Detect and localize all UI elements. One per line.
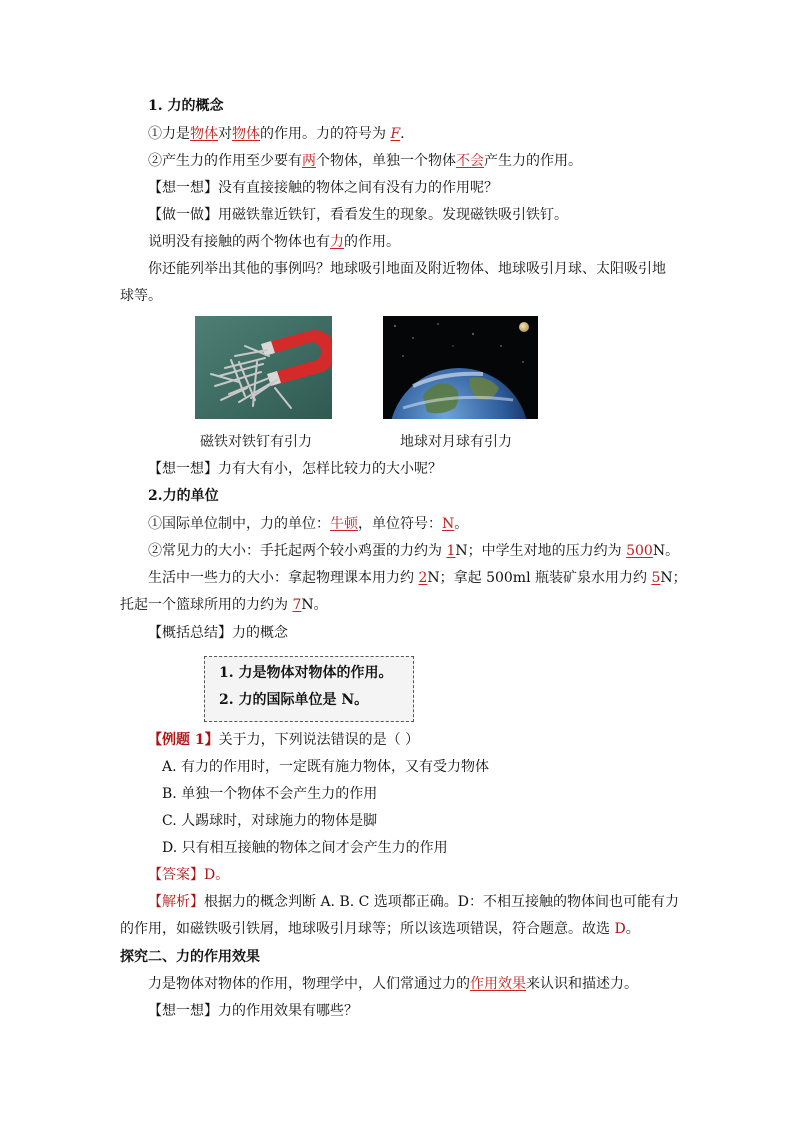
summary-box [204,656,414,722]
earth-moon-image [383,316,538,419]
concept-line-2: ②产生力的作用至少要有两个物体，单独一个物体不会产生力的作用。 [148,153,582,169]
summary-line: 【概括总结】力的概念 [148,625,288,641]
option-a: A. 有力的作用时，一定既有施力物体，又有受力物体 [162,759,490,775]
unit-line-4: 托起一个篮球所用的力约为 7N。 [120,597,328,613]
unit-line-3: 生活中一些力的大小：拿起物理课本用力约 2N；拿起 500ml 瓶装矿泉水用力约 5N； [148,570,687,586]
answer-line: 【答案】D。 [148,867,230,883]
caption-earth: 地球对月球有引力 [400,434,512,450]
magnet-nails-image [195,316,332,419]
examples-line-2: 球等。 [120,288,162,304]
summary-box-line-1: 1. 力是物体对物体的作用。 [219,665,393,681]
analysis-line-1: 【解析】根据力的概念判断 A. B. C 选项都正确。D：不相互接触的物体间也可能有力 [148,894,680,910]
example-question: 【例题 1】关于力，下列说法错误的是（ ） [148,732,420,748]
think-line-2: 【想一想】力有大有小，怎样比较力的大小呢？ [148,461,442,477]
unit-line-2: ②常见力的大小：手托起两个较小鸡蛋的力约为 1N；中学生对地的压力约为 500N。 [148,543,680,559]
think-line-3: 【想一想】力的作用效果有哪些？ [148,1003,358,1019]
summary-box-line-2: 2. 力的国际单位是 N。 [219,692,369,708]
section-heading-force-concept: 1. 力的概念 [148,98,224,114]
option-b: B. 单独一个物体不会产生力的作用 [162,786,378,802]
section-heading-force-unit: 2.力的单位 [148,488,219,504]
examples-line-1: 你还能列举出其他的事例吗？地球吸引地面及附近物体、地球吸引月球、太阳吸引地 [148,261,666,277]
section-heading-force-effects: 探究二、力的作用效果 [120,949,260,965]
option-d: D. 只有相互接触的物体之间才会产生力的作用 [162,840,448,856]
conclusion-line: 说明没有接触的两个物体也有力的作用。 [148,234,400,250]
think-line-1: 【想一想】没有直接接触的物体之间有没有力的作用呢？ [148,180,498,196]
analysis-line-2: 的作用，如磁铁吸引铁屑，地球吸引月球等；所以该选项错误，符合题意。故选 D。 [120,921,640,937]
concept-line-1: ①力是物体对物体的作用。力的符号为 F. [148,126,405,142]
effects-line: 力是物体对物体的作用，物理学中，人们常通过力的作用效果来认识和描述力。 [148,976,638,992]
option-c: C. 人踢球时，对球施力的物体是脚 [162,813,378,829]
unit-line-1: ①国际单位制中，力的单位：牛顿，单位符号：N。 [148,516,469,532]
do-line: 【做一做】用磁铁靠近铁钉，看看发生的现象。发现磁铁吸引铁钉。 [148,207,568,223]
caption-magnet: 磁铁对铁钉有引力 [200,434,312,450]
